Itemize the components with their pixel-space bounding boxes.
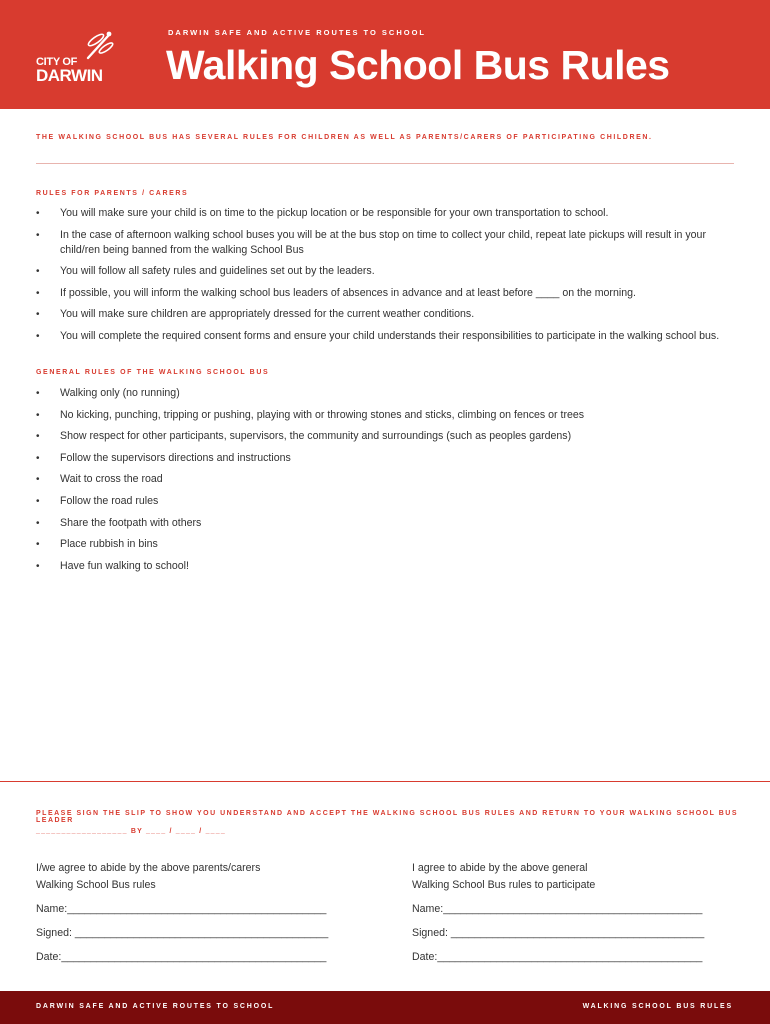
dragonfly-icon: [82, 30, 116, 60]
list-item: [36, 494, 736, 509]
header-kicker: DARWIN SAFE AND ACTIVE ROUTES TO SCHOOL: [168, 28, 427, 37]
list-item: [36, 429, 736, 444]
footer-bar: [0, 991, 770, 1024]
list-item: [36, 472, 736, 487]
list-item: [36, 516, 736, 531]
list-item: [36, 537, 736, 552]
parents-rule-2: In the case of afternoon walking school buses you will be at the bus stop on time to collect your child, repeat late pickups will result in your child/ren being banned from the walking School Bus: [60, 228, 706, 256]
parents-rule-3: You will follow all safety rules and guidelines set out by the leaders.: [60, 265, 375, 278]
child-agreement-line-1: I agree to abide by the above general: [412, 862, 588, 874]
bullet-icon: •: [36, 388, 40, 399]
list-item: [36, 559, 736, 574]
footer-right-text: WALKING SCHOOL BUS RULES: [582, 1003, 733, 1010]
bullet-icon: •: [36, 409, 40, 421]
parents-rule-4: If possible, you will inform the walking school bus leaders of absences in advance and at least before ____ on the morning.: [60, 286, 636, 299]
bullet-icon: •: [36, 431, 40, 443]
general-rule-6: Follow the road rules: [60, 494, 159, 507]
list-item: [36, 329, 736, 344]
general-rule-4: Follow the supervisors directions and instructions: [60, 451, 291, 464]
list-item: [36, 286, 736, 301]
general-rules-heading: GENERAL RULES OF THE WALKING SCHOOL BUS: [36, 369, 270, 376]
bullet-icon: •: [36, 330, 40, 342]
general-rule-1: Walking only (no running): [60, 387, 180, 399]
general-rule-5: Wait to cross the road: [60, 473, 163, 486]
child-agreement-line-2: Walking School Bus rules to participate: [412, 879, 596, 891]
bullet-icon: •: [36, 287, 40, 299]
parents-agreement-line-1: I/we agree to abide by the above parents/carers: [36, 862, 261, 874]
city-of-darwin-logo: [36, 30, 120, 84]
general-rules-list: [36, 386, 736, 580]
list-item: [36, 206, 736, 221]
header-banner: [0, 0, 770, 109]
general-rule-3: Show respect for other participants, supervisors, the community and surroundings (such as peoples gardens): [60, 430, 572, 443]
list-item: [36, 264, 736, 279]
child-date-field[interactable]: Date:_____________________________________________: [412, 951, 703, 963]
general-rule-8: Place rubbish in bins: [60, 538, 158, 551]
general-rule-9: Have fun walking to school!: [60, 559, 189, 572]
list-item: [36, 451, 736, 466]
bullet-icon: •: [36, 517, 40, 529]
bullet-icon: •: [36, 560, 40, 572]
intro-text: THE WALKING SCHOOL BUS HAS SEVERAL RULES FOR CHILDREN AS WELL AS PARENTS/CARERS OF PARTICIPATING CHILDREN.: [36, 134, 653, 141]
list-item: [36, 408, 736, 423]
bullet-icon: •: [36, 495, 40, 507]
parents-rules-list: [36, 206, 736, 351]
page-title: Walking School Bus Rules: [166, 42, 670, 88]
bullet-icon: •: [36, 474, 40, 486]
list-item: [36, 386, 736, 401]
tear-off-divider: [0, 781, 770, 782]
parents-rule-1: You will make sure your child is on time to the pickup location or be responsible for your own transportation to school.: [60, 207, 609, 219]
footer-left-text: DARWIN SAFE AND ACTIVE ROUTES TO SCHOOL: [36, 1003, 275, 1010]
list-item: [36, 228, 736, 258]
logo-text-city-of: CITY OF: [36, 56, 78, 68]
child-signature-block: [412, 860, 742, 963]
bullet-icon: •: [36, 229, 40, 241]
parents-name-field[interactable]: Name:____________________________________________: [36, 903, 327, 915]
child-signed-field[interactable]: Signed: ___________________________________________: [412, 927, 705, 939]
parents-date-field[interactable]: Date:_____________________________________________: [36, 951, 327, 963]
list-item: [36, 307, 736, 322]
slip-by-line[interactable]: __________________ BY ____ / ____ / ____: [36, 828, 226, 835]
parents-rules-heading: RULES FOR PARENTS / CARERS: [36, 190, 189, 197]
bullet-icon: •: [36, 452, 40, 464]
bullet-icon: •: [36, 539, 40, 551]
parents-signed-field[interactable]: Signed: ___________________________________________: [36, 927, 329, 939]
bullet-icon: •: [36, 208, 40, 219]
parents-agreement-line-2: Walking School Bus rules: [36, 879, 156, 891]
bullet-icon: •: [36, 309, 40, 321]
general-rule-2: No kicking, punching, tripping or pushing, playing with or throwing stones and sticks, climbing on fences or trees: [60, 408, 585, 421]
general-rule-7: Share the footpath with others: [60, 516, 202, 529]
intro-divider: [36, 163, 734, 164]
child-name-field[interactable]: Name:____________________________________________: [412, 903, 703, 915]
parents-rule-5: You will make sure children are appropriately dressed for the current weather conditions.: [60, 308, 475, 321]
slip-heading: PLEASE SIGN THE SLIP TO SHOW YOU UNDERSTAND AND ACCEPT THE WALKING SCHOOL BUS RULES AND RETURN TO YOUR WALKING SCHOOL BUS LEADER: [36, 810, 738, 824]
parents-signature-block: [36, 860, 366, 963]
logo-text-darwin: DARWIN: [36, 66, 103, 85]
parents-rule-6: You will complete the required consent forms and ensure your child understands their responsibilities to participate in the walking school bus.: [60, 329, 720, 342]
bullet-icon: •: [36, 266, 40, 278]
